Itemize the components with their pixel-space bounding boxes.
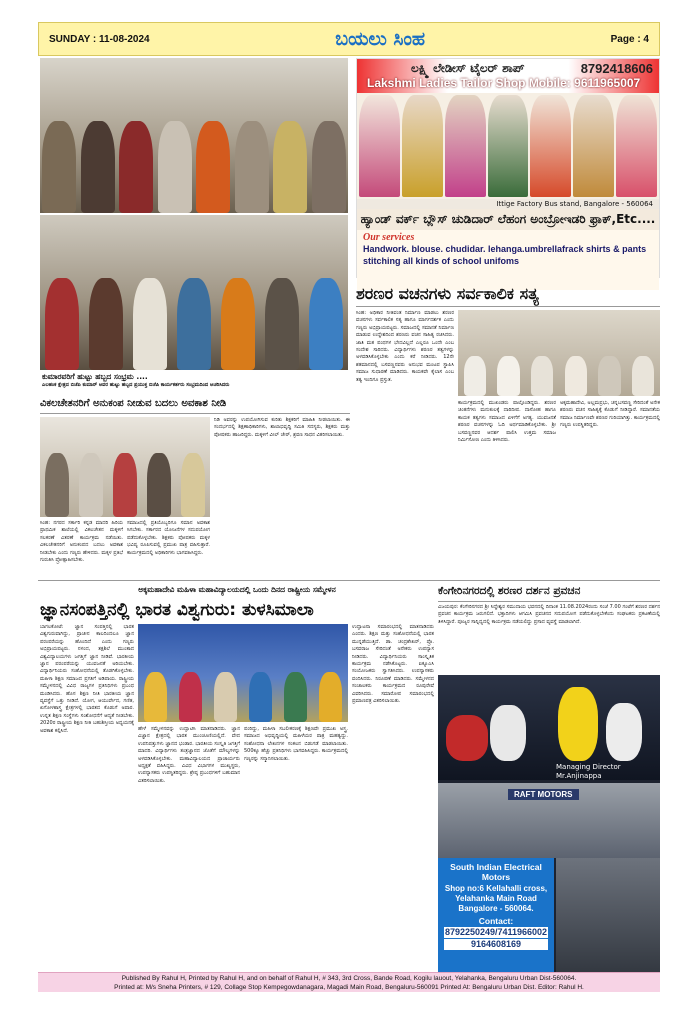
conference-headline: ಜ್ಞಾನಸಂಪತ್ತಿನಲ್ಲಿ ಭಾರತ ವಿಶ್ವಗುರು: ತುಳಸಿಮಾಲಾ [40,600,314,620]
disabled-event-photo [40,417,210,517]
tailor-address: Ittige Factory Bus stand, Bangalore - 560064 [357,199,659,209]
disabled-text-col2: ಸಮಾಜದಲ್ಲಿ ಪ್ರತಿಯೊಬ್ಬರಿಗೂ ಸಮಾನ ಅವಕಾಶ ಸಿಗಬೇಕು. ಸರ್ಕಾರದ ಯೋಜನೆಗಳ ಸದುಪಯೋಗ ಪಡೆದುಕೊಳ್ಳಬೇಕು. ಶಿಕ್ಷಕರು ಪೋಷಕರು ಮಕ್ಕಳ ಭವಿಷ್ಯ ರೂಪಿಸುವಲ್ಲಿ ಪ್ರಮುಖ ಪಾತ್ರ ವಹಿಸುತ್ತಾರೆ. ಕಾರ್ಯಕ್ರಮದಲ್ಲಿ ಅಧಿಕಾರಿಗಳು ಭಾಗವಹಿಸಿದ್ದರು. [127,520,210,556]
tailor-shop-english: Lakshmi Ladies Tailor Shop Mobile: 9611965007 [367,76,641,90]
birthday-photo-bottom [40,215,348,370]
imprint-line-1: Published By Rahul H, Printed by Rahul H, and on behalf of Rahul H, # 343, 3rd Cross, Bande Road, Kogilu lauout, Yelahanka, Bengaluru Urban Dist-560064. [121,975,577,982]
conference-stage-photo [138,624,348,722]
tailor-shop-ad [356,58,660,278]
services-text: Handwork. blouse. chudidar. lehanga.umbrellafrack shirts & pants stitching all kinds of school unifoms [363,244,647,266]
vachana-text-col1: ಸಿಂಹ: ಅಧಿಕಾರ ನೀತಿವಂತ ನಿರ್ಮಾಣ ಮಾಡಲು ಶರಣರ ವಚನಗಳು ಸರ್ವಕಾಲಿಕ ಸತ್ಯ ಹಾಗೂ ಮಾರ್ಗದರ್ಶಕ ಎಂದು ಗಣ್ಯರು ಅಭಿಪ್ರಾಯಪಟ್ಟರು. ಸಮಾಜದಲ್ಲಿ ಸಮಾನತೆ ನಿರ್ಮಾಣ ಮಾಡುವ ಉದ್ದೇಶದಿಂದ ಶರಣರು ವಚನ ಸಾಹಿತ್ಯ ರಚಿಸಿದರು. ಜಾತಿ ಮತ ಪಂಥಗಳ ಭೇದವಿಲ್ಲದೆ ಎಲ್ಲರೂ ಒಂದೇ ಎಂಬ ಸಂದೇಶ ಸಾರಿದರು. ವಿದ್ಯಾರ್ಥಿಗಳು ಶರಣರ ತತ್ವಗಳನ್ನು ಅಳವಡಿಸಿಕೊಳ್ಳಬೇಕು ಎಂದು ಕರೆ ನೀಡಿದರು. 12ನೇ ಶತಮಾನದಲ್ಲಿ ಬಸವಣ್ಣನವರು ಅನುಭವ ಮಂಟಪ ಸ್ಥಾಪಿಸಿ ಸಮಾಜ ಸುಧಾರಣೆ ಮಾಡಿದರು. ಕಾಯಕವೇ ಕೈಲಾಸ ಎಂಬ ತತ್ವ ಇಂದಿಗೂ ಪ್ರಸ್ತುತ. [356,310,454,383]
vachana-event-photo [458,310,660,396]
scooters-showcase-image [438,675,660,780]
imprint-line-2: Printed at: M/s Sneha Printers, # 129, Collage Stop Kempegowdanagara, Magadi Main Road, Bengaluru-560091 Printed At: Bengaluru Urban Dist. Editor: Rahul H. [114,984,584,991]
business-address: Shop no:6 Kellahalli cross, Yelahanka Main Road Bangalore - 560064. [444,884,548,913]
disabled-text-col1: ಸಿಂಹ: ನಗರದ ಸರ್ಕಾರಿ ಕನ್ನಡ ಮಾದರಿ ಹಿರಿಯ ಪ್ರಾಥಮಿಕ ಶಾಲೆಯಲ್ಲಿ ವಿಕಲಚೇತನ ಮಕ್ಕಳಿಗೆ ಸಲಕರಣೆ ವಿತರಣೆ ಕಾರ್ಯಕ್ರಮ ನಡೆಯಿತು. ವಿಕಲಚೇತನರಿಗೆ ಅನುಕಂಪದ ಬದಲು ಅವಕಾಶ ನೀಡಬೇಕು ಎಂದು ಗಣ್ಯರು ಹೇಳಿದರು. ಮಕ್ಕಳ ಪ್ರತಿಭೆ ಗುರುತಿಸಿ ಪ್ರೋತ್ಸಾಹಿಸಬೇಕು. [40,520,123,564]
newspaper-title: ಬಯಲು ಸಿಂಹ [335,28,426,50]
phone-numbers-1: 8792250249/7411966002 [444,927,548,937]
vachana-text-col3: ಅಕ್ಕಮಹಾದೇವಿ, ಅಲ್ಲಮಪ್ರಭು, ಚನ್ನಬಸವಣ್ಣ ಸೇರಿದಂತೆ ಅನೇಕ ಶರಣರು ವಚನ ಸಾಹಿತ್ಯಕ್ಕೆ ಕೊಡುಗೆ ನೀಡಿದ್ದಾರೆ. ಸಮಾನತೆಯ ಸಮಾಜ ನಿರ್ಮಾಣವೇ ಶರಣರ ಗುರಿಯಾಗಿತ್ತು. ಕಾರ್ಯಕ್ರಮದಲ್ಲಿ ಗಣ್ಯರು ಉಪಸ್ಥಿತರಿದ್ದರು. [560,400,660,429]
contact-box [438,858,554,985]
services-heading: Our services [363,232,415,243]
pravachana-text: ವಿಜಯಪುರ: ಕೆಂಗೇರಿನಗರದ ಶ್ರೀ ಸಿದ್ಧೇಶ್ವರ ಸಮುದಾಯ ಭವನದಲ್ಲಿ ದಿನಾಂಕ 11.08.2024ರಂದು ಸಂಜೆ 7.00 ಗಂಟೆಗೆ ಶರಣರ ದರ್ಶನ ಪ್ರವಚನ ಕಾರ್ಯಕ್ರಮ ಜರುಗಲಿದೆ. ಭಕ್ತಾದಿಗಳು ಆಗಮಿಸಿ ಪ್ರವಚನದ ಸದುಪಯೋಗ ಪಡೆದುಕೊಳ್ಳಬೇಕೆಂದು ಸಂಘಟಕರು ಪ್ರಕಟಣೆಯಲ್ಲಿ ತಿಳಿಸಿದ್ದಾರೆ. ಪೂಜ್ಯರ ಸಾನ್ನಿಧ್ಯದಲ್ಲಿ ಕಾರ್ಯಕ್ರಮ ನಡೆಯಲಿದ್ದು ಪ್ರಸಾದ ವ್ಯವಸ್ಥೆ ಮಾಡಲಾಗಿದೆ. [438,604,660,625]
managing-director-label: Managing Director Mr.Anjinappa [556,763,621,780]
showroom-front-image [438,783,660,858]
pravachana-headline: ಕೆಂಗೇರಿನಗರದಲ್ಲಿ ಶರಣರ ದರ್ಶನ ಪ್ರವಚನ [438,585,581,597]
dress-models-image [357,93,659,199]
page-number: Page : 4 [610,33,649,45]
conference-text-col3: ಪಂರಿದ್ದು, ಮಹಿಳಾ ಸಬಲೀಕರಣಕ್ಕೆ ಶಿಕ್ಷಣವೇ ಪ್ರಮುಖ ಅಸ್ತ್ರ. ಸಮಾಜದ ಅಭಿವೃದ್ಧಿಯಲ್ಲಿ ಮಹಿಳೆಯರ ಪಾತ್ರ ಮಹತ್ವದ್ದು. ಸಂಶೋಧನಾ ಲೇಖನಗಳ ಸಂಕಲನ ಬಿಡುಗಡೆ ಮಾಡಲಾಯಿತು. 500ಕ್ಕೂ ಹೆಚ್ಚು ಪ್ರತಿನಿಧಿಗಳು ಭಾಗವಹಿಸಿದ್ದರು. ಕಾರ್ಯಕ್ರಮದಲ್ಲಿ ಗಣ್ಯರನ್ನು ಸನ್ಮಾನಿಸಲಾಯಿತು. [244,726,348,762]
birthday-subcaption: ಎಲಹಂಕ ಕ್ಷೇತ್ರದ ಬಿಜೆಪಿ ಕುಮಾರ್ ಅವರ ಹುಟ್ಟು ಹಬ್ಬದ ಪ್ರಯುಕ್ತ ಬಿಜೆಪಿ ಕಾರ್ಯಕರ್ತರು ಸಂಭ್ರಮದಿಂದ ಆಚರಿಸಿದರು [42,382,230,388]
scooter-row-image [556,858,660,985]
imprint-footer [38,972,660,992]
electric-motors-ad [438,675,660,985]
birthday-caption: ಕುಮಾರವರಿಗೆ ಹುಟ್ಟು ಹಬ್ಬದ ಸಂಭ್ರಮ .... [42,372,148,381]
conference-text-col4: ಉದ್ಘಾಟನಾ ಸಮಾರಂಭದಲ್ಲಿ ಮಾತನಾಡಿದರು ಎಂದರು. ಶಿಕ್ಷಣ ಮತ್ತು ಸಂಶೋಧನೆಯಲ್ಲಿ ಭಾರತ ಮುನ್ನಡೆಯುತ್ತಿದೆ. ಡಾ. ಚಂದ್ರಶೇಖರ್, ಪ್ರೊ. ಬಸವರಾಜ ಸೇರಿದಂತೆ ಅನೇಕರು ಉಪನ್ಯಾಸ ನೀಡಿದರು. ವಿದ್ಯಾರ್ಥಿನಿಯರು ಸಾಂಸ್ಕೃತಿಕ ಕಾರ್ಯಕ್ರಮ ನಡೆಸಿಕೊಟ್ಟರು. ಐಕ್ಯೂಎಸಿ ಸಂಯೋಜಕರು ಸ್ವಾಗತಿಸಿದರು. ಉಪನ್ಯಾಸಕರು ವಂದಿಸಿದರು. ನಿರೂಪಣೆ ಮಾಡಿದರು. ಸಮ್ಮೇಳನದ ಸಂಚಾಲಕರು ಕಾರ್ಯಕ್ರಮದ ರೂಪುರೇಷೆ ವಿವರಿಸಿದರು. ಸಮಾರೋಪ ಸಮಾರಂಭದಲ್ಲಿ ಪ್ರಮಾಣಪತ್ರ ವಿತರಿಸಲಾಯಿತು. [352,624,434,705]
showroom-sign: RAFT MOTORS [508,789,579,800]
tailor-shop-name: ಲಕ್ಷ್ಮಿ ಲೇಡೀಸ್ ಟೈಲರ್ ಶಾಪ್ [411,61,525,75]
disabled-text-col3: ನಿಡಿ ಅವರನ್ನು ಉಪಯೋಗಿಸುವ ಕುರಿತು ಶಿಕ್ಷಕರಿಗೆ ಮಾಹಿತಿ ನೀಡಲಾಯಿತು. ಈ ಸಂದರ್ಭದಲ್ಲಿ ಶಿಕ್ಷಣಾಧಿಕಾರಿಗಳು, ಶಾಲಾಭಿವೃದ್ಧಿ ಸಮಿತಿ ಸದಸ್ಯರು, ಶಿಕ್ಷಕರು ಮತ್ತು ಪೋಷಕರು ಹಾಜರಿದ್ದರು. ಮಕ್ಕಳಿಗೆ ವೀಲ್ ಚೇರ್, ಶ್ರವಣ ಸಾಧನ ವಿತರಿಸಲಾಯಿತು. [214,417,350,438]
conference-text-col2: ಹೇಳೆ ಸಮ್ಮೇಳನವನ್ನು ಉದ್ಘಾಟಿಸಿ ಮಾತನಾಡಿದರು. ಜ್ಞಾನ ವಿಜ್ಞಾನ ಕ್ಷೇತ್ರದಲ್ಲಿ ಭಾರತ ಮುಂಚೂಣಿಯಲ್ಲಿದೆ. ವೇದ ಉಪನಿಷತ್ತುಗಳು ಜ್ಞಾನದ ಭಂಡಾರ. ಭಾರತೀಯ ಸಂಸ್ಕೃತಿ ಜಗತ್ತಿಗೆ ಮಾದರಿ. ವಿದ್ಯಾರ್ಥಿಗಳು ತಂತ್ರಜ್ಞಾನದ ಜೊತೆಗೆ ಮೌಲ್ಯಗಳನ್ನು ಅಳವಡಿಸಿಕೊಳ್ಳಬೇಕು. ಮಹಾವಿದ್ಯಾಲಯದ ಪ್ರಾಚಾರ್ಯರು ಅಧ್ಯಕ್ಷತೆ ವಹಿಸಿದ್ದರು. ವಿವಿಧ ವಿಭಾಗಗಳ ಮುಖ್ಯಸ್ಥರು, ಉಪನ್ಯಾಸಕರು ಉಪಸ್ಥಿತರಿದ್ದರು. ಶ್ರೇಷ್ಠ ಪ್ರಬಂಧಗಳಿಗೆ ಬಹುಮಾನ ವಿತರಿಸಲಾಯಿತು. [138,726,240,784]
business-name: South Indian Electrical Motors [450,862,542,882]
contact-label: Contact: [478,916,514,926]
vachana-text-col2: ಕಾರ್ಯಕ್ರಮದಲ್ಲಿ ಮುಖಂಡರು ಪಾಲ್ಗೊಂಡಿದ್ದರು. ಶರಣರ ಚಿಂತನೆಗಳು ಮನುಕುಲಕ್ಕೆ ದಾರಿದೀಪ. ದಾಸೋಹ ಹಾಗೂ ಕಾಯಕ ತತ್ವಗಳು ಸಮಾಜದ ಏಳಿಗೆಗೆ ಅಗತ್ಯ. ಯುವಜನತೆ ಶರಣರ ವಚನಗಳನ್ನು ಓದಿ ಅರ್ಥಮಾಡಿಕೊಳ್ಳಬೇಕು. ಶ್ರೀ ಬಸವಣ್ಣನವರ ಆದರ್ಶ ಪಾಲಿಸಿ ಉತ್ತಮ ಸಮಾಜ ನಿರ್ಮಿಸೋಣ ಎಂದು ತಿಳಿಸಿದರು. [458,400,556,444]
tailor-services-kannada: ಹ್ಯಾಂಡ್ ವರ್ಕ್ ಬ್ಲೌಸ್ ಚುಡಿದಾರ್ ಲೆಹಂಗ ಅಂಬ್ರೋಇಡರಿ ಫ್ರಾಕ್,Etc.... [357,209,659,230]
issue-date: SUNDAY : 11-08-2024 [49,33,150,45]
conference-kicker: ಅಕ್ಕಮಹಾದೇವಿ ಮಹಿಳಾ ಮಹಾವಿದ್ಯಾಲಯದಲ್ಲಿ ಒಂದು ದಿನದ ರಾಷ್ಟ್ರೀಯ ಸಮ್ಮೇಳನ [138,585,336,594]
disabled-headline: ವಿಕಲಚೇತನರಿಗೆ ಅನುಕಂಪ ನೀಡುವ ಬದಲು ಅವಕಾಶ ನೀಡಿ [40,398,227,409]
tailor-phone: 8792418606 [580,61,653,76]
director-name: Mr.Anjinappa [556,772,602,780]
vachana-headline: ಶರಣರ ವಚನಗಳು ಸರ್ವಕಾಲಿಕ ಸತ್ಯ [356,284,539,303]
birthday-photo-top [40,58,348,213]
phone-numbers-2: 9164608169 [444,939,548,950]
masthead [38,22,660,56]
newspaper-page [38,20,660,990]
conference-text-col1: ಬಾಗಲಕೋಟೆ: ಜ್ಞಾನ ಸಂಪತ್ತಿನಲ್ಲಿ ಭಾರತ ವಿಶ್ವಗುರುವಾಗಿದ್ದು, ಪ್ರಾಚೀನ ಕಾಲದಿಂದಲೂ ಜ್ಞಾನ ಪರಂಪರೆಯನ್ನು ಹೊಂದಿದೆ ಎಂದು ಗಣ್ಯರು ಅಭಿಪ್ರಾಯಪಟ್ಟರು. ನಳಂದ, ತಕ್ಷಶಿಲೆ ಮುಂತಾದ ವಿಶ್ವವಿದ್ಯಾಲಯಗಳು ಜಗತ್ತಿಗೆ ಜ್ಞಾನ ನೀಡಿವೆ. ಭಾರತೀಯ ಜ್ಞಾನ ಪರಂಪರೆಯನ್ನು ಯುವಜನತೆ ಅರಿಯಬೇಕು. ವಿದ್ಯಾರ್ಥಿನಿಯರು ಸಂಶೋಧನೆಯಲ್ಲಿ ತೊಡಗಿಕೊಳ್ಳಬೇಕು. ಮಹಿಳಾ ಶಿಕ್ಷಣ ಸಮಾಜದ ಪ್ರಗತಿಗೆ ಅಡಿಪಾಯ. ರಾಷ್ಟ್ರೀಯ ಸಮ್ಮೇಳನದಲ್ಲಿ ವಿವಿಧ ರಾಜ್ಯಗಳ ಪ್ರತಿನಿಧಿಗಳು ಪ್ರಬಂಧ ಮಂಡಿಸಿದರು. ಹೊಸ ಶಿಕ್ಷಣ ನೀತಿ ಭಾರತೀಯ ಜ್ಞಾನ ವ್ಯವಸ್ಥೆಗೆ ಒತ್ತು ನೀಡಿದೆ. ಯೋಗ, ಆಯುರ್ವೇದ, ಗಣಿತ, ಖಗೋಳಶಾಸ್ತ್ರ ಕ್ಷೇತ್ರಗಳಲ್ಲಿ ಭಾರತದ ಕೊಡುಗೆ ಅಪಾರ. ಉನ್ನತ ಶಿಕ್ಷಣ ಸಂಸ್ಥೆಗಳು ಸಂಶೋಧನೆಗೆ ಆದ್ಯತೆ ನೀಡಬೇಕು. 2020ರ ರಾಷ್ಟ್ರೀಯ ಶಿಕ್ಷಣ ನೀತಿ ಬಹುಶಿಸ್ತೀಯ ಅಧ್ಯಯನಕ್ಕೆ ಅವಕಾಶ ಕಲ್ಪಿಸಿದೆ. [40,624,134,734]
